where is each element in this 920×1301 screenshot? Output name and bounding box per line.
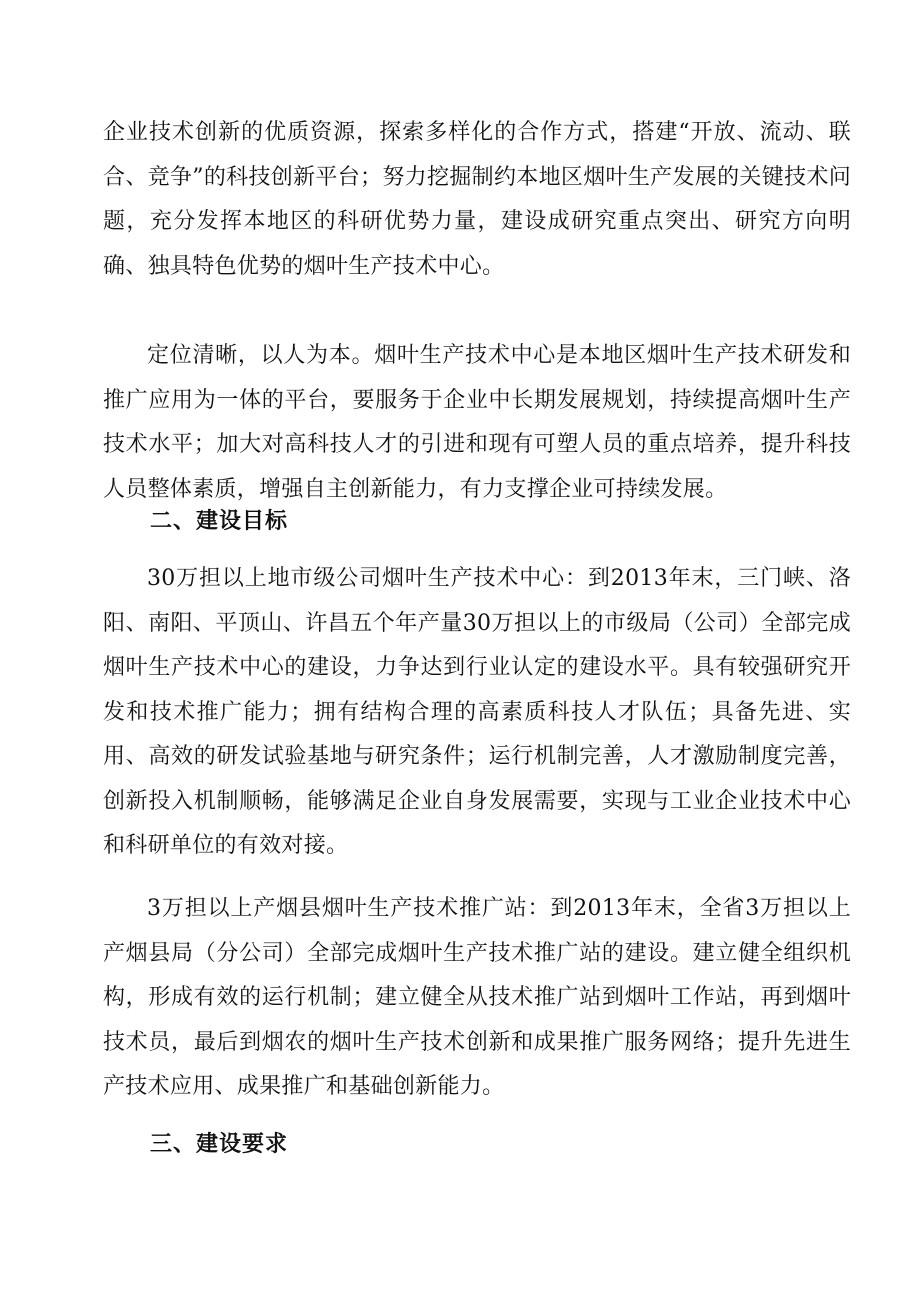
paragraph-clear-positioning: 定位清晰，以人为本。烟叶生产技术中心是本地区烟叶生产技术研发和推广应用为一体的平台，要服务于企业中长期发展规划，持续提高烟叶生产技术水平；加大对高科技人才的引进和现有可塑人员的重点培养，提升科技人员整体素质，增强自主创新能力，有力支撑企业可持续发展。 [103,343,851,502]
section-heading-construction-goals: 二、建设目标 [150,509,289,534]
paragraph-municipal-tech-center-goal: 30万担以上地市级公司烟叶生产技术中心：到2013年末，三门峡、洛阳、南阳、平顶山、许昌五个年产量30万担以上的市级局（公司）全部完成烟叶生产技术中心的建设，力争达到行业认定的建设水平。具有较强研究开发和技术推广能力；拥有结构合理的高素质科技人才队伍；具备先进、实用、高效的研发试验基地与研究条件；运行机制完善，人才激励制度完善，创新投入机制顺畅，能够满足企业自身发展需要，实现与工业企业技术中心和科研单位的有效对接。 [103,566,851,858]
paragraph-county-promotion-station-goal: 3万担以上产烟县烟叶生产技术推广站：到2013年末，全省3万担以上产烟县局（分公司）全部完成烟叶生产技术推广站的建设。建立健全组织机构，形成有效的运行机制；建立健全从技术推广站到烟叶工作站，再到烟叶技术员，最后到烟农的烟叶生产技术创新和成果推广服务网络；提升先进生产技术应用、成果推广和基础创新能力。 [103,896,851,1099]
paragraph-innovation-platform: 企业技术创新的优质资源，探索多样化的合作方式，搭建“开放、流动、联合、竞争”的科技创新平台；努力挖掘制约本地区烟叶生产发展的关键技术问题，充分发挥本地区的科研优势力量，建设成研究重点突出、研究方向明确、独具特色优势的烟叶生产技术中心。 [103,120,851,279]
section-heading-construction-requirements: 三、建设要求 [150,1132,289,1157]
